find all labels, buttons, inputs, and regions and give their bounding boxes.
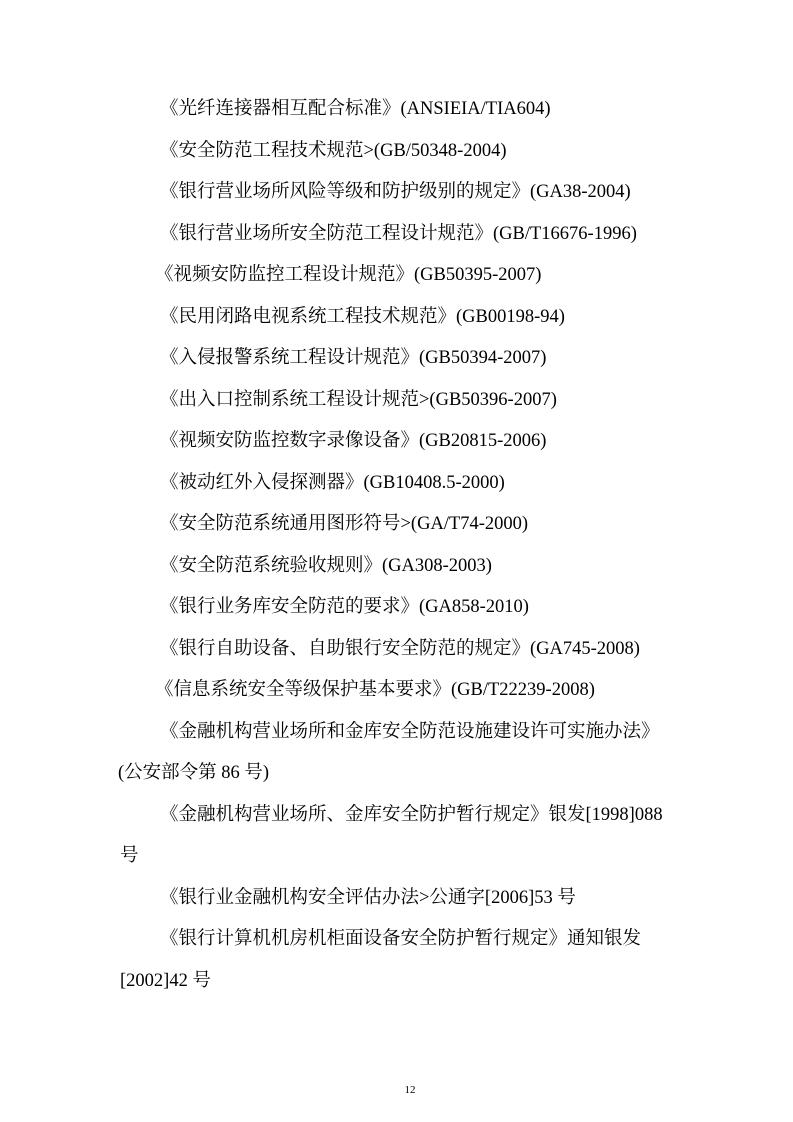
reference-line: 《光纤连接器相互配合标准》(ANSIEIA/TIA604) bbox=[160, 99, 551, 119]
reference-line-continuation: (公安部令第 86 号) bbox=[118, 763, 270, 783]
reference-line: 《信息系统安全等级保护基本要求》(GB/T22239-2008) bbox=[155, 680, 595, 700]
reference-line: 《金融机构营业场所和金库安全防范设施建设许可实施办法》 bbox=[160, 721, 660, 742]
reference-line: 《银行业金融机构安全评估办法>公通字[2006]53 号 bbox=[160, 887, 576, 908]
reference-line: 《民用闭路电视系统工程技术规范》(GB00198-94) bbox=[160, 306, 565, 327]
reference-line: 《安全防范系统验收规则》(GA308-2003) bbox=[160, 555, 492, 576]
reference-line: 《银行营业场所风险等级和防护级别的规定》(GA38-2004) bbox=[160, 182, 631, 202]
reference-line: 《安全防范系统通用图形符号>(GA/T74-2000) bbox=[160, 514, 529, 534]
reference-line: 《银行自助设备、自助银行安全防范的规定》(GA745-2008) bbox=[160, 638, 640, 659]
reference-line: 《金融机构营业场所、金库安全防护暂行规定》银发[1998]088 bbox=[160, 804, 663, 825]
reference-line: 《入侵报警系统工程设计规范》(GB50394-2007) bbox=[160, 348, 547, 368]
reference-line-continuation: 号 bbox=[120, 846, 139, 866]
reference-line: 《出入口控制系统工程设计规范>(GB50396-2007) bbox=[160, 389, 557, 410]
reference-line: 《银行营业场所安全防范工程设计规范》(GB/T16676-1996) bbox=[160, 223, 637, 244]
page-number: 12 bbox=[404, 1084, 416, 1096]
reference-line: 《银行业务库安全防范的要求》(GA858-2010) bbox=[160, 597, 529, 617]
reference-line: 《安全防范工程技术规范>(GB/50348-2004) bbox=[160, 140, 507, 161]
reference-line-continuation: [2002]42 号 bbox=[120, 970, 211, 991]
reference-line: 《被动红外入侵探测器》(GB10408.5-2000) bbox=[160, 472, 505, 493]
reference-line: 《视频安防监控数字录像设备》(GB20815-2006) bbox=[160, 431, 547, 451]
reference-line: 《视频安防监控工程设计规范》(GB50395-2007) bbox=[155, 265, 542, 285]
reference-list bbox=[118, 89, 698, 1002]
reference-line: 《银行计算机机房机柜面设备安全防护暂行规定》通知银发 bbox=[160, 929, 642, 949]
